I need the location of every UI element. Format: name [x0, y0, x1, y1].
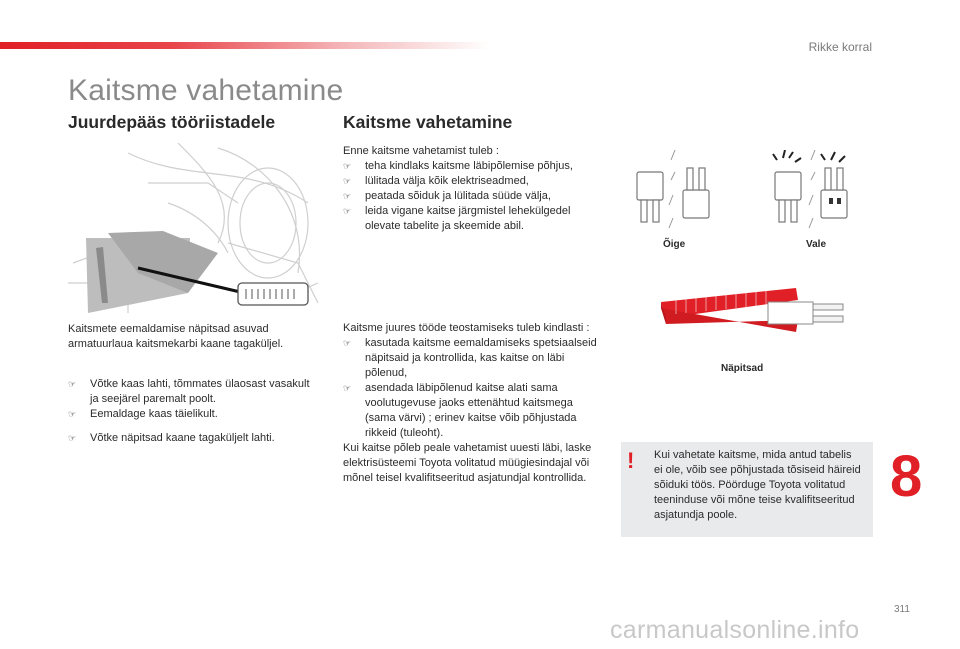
step-text: lülitada välja kõik elektriseadmed,	[365, 175, 529, 187]
closing-text: Kui kaitse põleb peale vahetamist uuesti läbi, laske elektrisüsteemi Toyota volitatud müügiesindajal või mõnel teisel kvalifitseeritud asjatundjal kontrollida.	[343, 442, 592, 484]
header-accent-bar	[0, 42, 490, 49]
bullet-icon: ☞	[343, 206, 352, 216]
bullet-icon: ☞	[343, 383, 352, 393]
list-item	[343, 159, 603, 174]
section-name: Rikke korral	[808, 40, 872, 54]
dashboard-illustration	[68, 143, 328, 319]
middle-heading: Kaitsme vahetamine	[343, 112, 513, 132]
list-item	[68, 377, 318, 407]
step-text: teha kindlaks kaitsme läbipõlemise põhjus,	[365, 160, 573, 172]
label-correct: Õige	[663, 239, 686, 250]
warning-icon: !	[627, 448, 635, 473]
step-text: Eemaldage kaas täielikult.	[90, 408, 218, 420]
replace-intro-text: Kaitsme juures tööde teostamiseks tuleb kindlasti :	[343, 322, 590, 334]
list-item	[68, 407, 318, 422]
warning-text: Kui vahetate kaitsme, mida antud tabelis ei ole, võib see põhjustada tõsiseid häireid sõiduki töös. Pöörduge Toyota volitatud teeninduse või mõne teise kvalifitseeritud asjatundja poole.	[654, 449, 861, 521]
list-item	[68, 431, 318, 446]
label-tweezers: Näpitsad	[721, 363, 764, 374]
page-title: Kaitsme vahetamine	[68, 74, 344, 107]
fuse-comparison-illustration	[625, 150, 850, 235]
step-text: asendada läbipõlenud kaitse alati sama voolutugevuse jaoks ettenähtud kaitsmega (sama värvi) ; erinev kaitse võib põhjustada rikkeid (tuleoht).	[365, 382, 577, 439]
step-text: leida vigane kaitse järgmistel lehekülgedel olevate tabelite ja skeemide abil.	[365, 205, 571, 232]
list-item	[343, 189, 603, 204]
list-item	[343, 336, 603, 381]
bullet-icon: ☞	[68, 379, 77, 389]
label-wrong: Vale	[806, 239, 827, 250]
list-item	[343, 174, 603, 189]
step-text: peatada sõiduk ja lülitada süüde välja,	[365, 190, 551, 202]
list-item	[343, 204, 603, 234]
fuse-tweezers-illustration	[656, 280, 856, 345]
page-number: 311	[894, 604, 910, 615]
left-caption: Kaitsmete eemaldamise näpitsad asuvad armatuurlaua kaitsmekarbi kaane tagaküljel.	[68, 323, 284, 350]
list-item	[343, 381, 603, 441]
bullet-icon: ☞	[343, 191, 352, 201]
bullet-icon: ☞	[68, 409, 77, 419]
chapter-number: 8	[890, 444, 923, 509]
bullet-icon: ☞	[343, 338, 352, 348]
step-text: kasutada kaitsme eemaldamiseks spetsiaalseid näpitsaid ja kontrollida, kas kaitse on läbi põlenud,	[365, 337, 597, 379]
bullet-icon: ☞	[68, 433, 77, 443]
bullet-icon: ☞	[343, 161, 352, 171]
step-text: Võtke kaas lahti, tõmmates ülaosast vasakult ja seejärel paremalt poolt.	[90, 378, 310, 405]
watermark: carmanualsonline.info	[610, 616, 860, 644]
bullet-icon: ☞	[343, 176, 352, 186]
left-heading: Juurdepääs tööriistadele	[68, 112, 276, 132]
step-text: Võtke näpitsad kaane tagaküljelt lahti.	[90, 432, 275, 444]
warning-notice	[621, 442, 873, 537]
intro-text: Enne kaitsme vahetamist tuleb :	[343, 145, 499, 157]
